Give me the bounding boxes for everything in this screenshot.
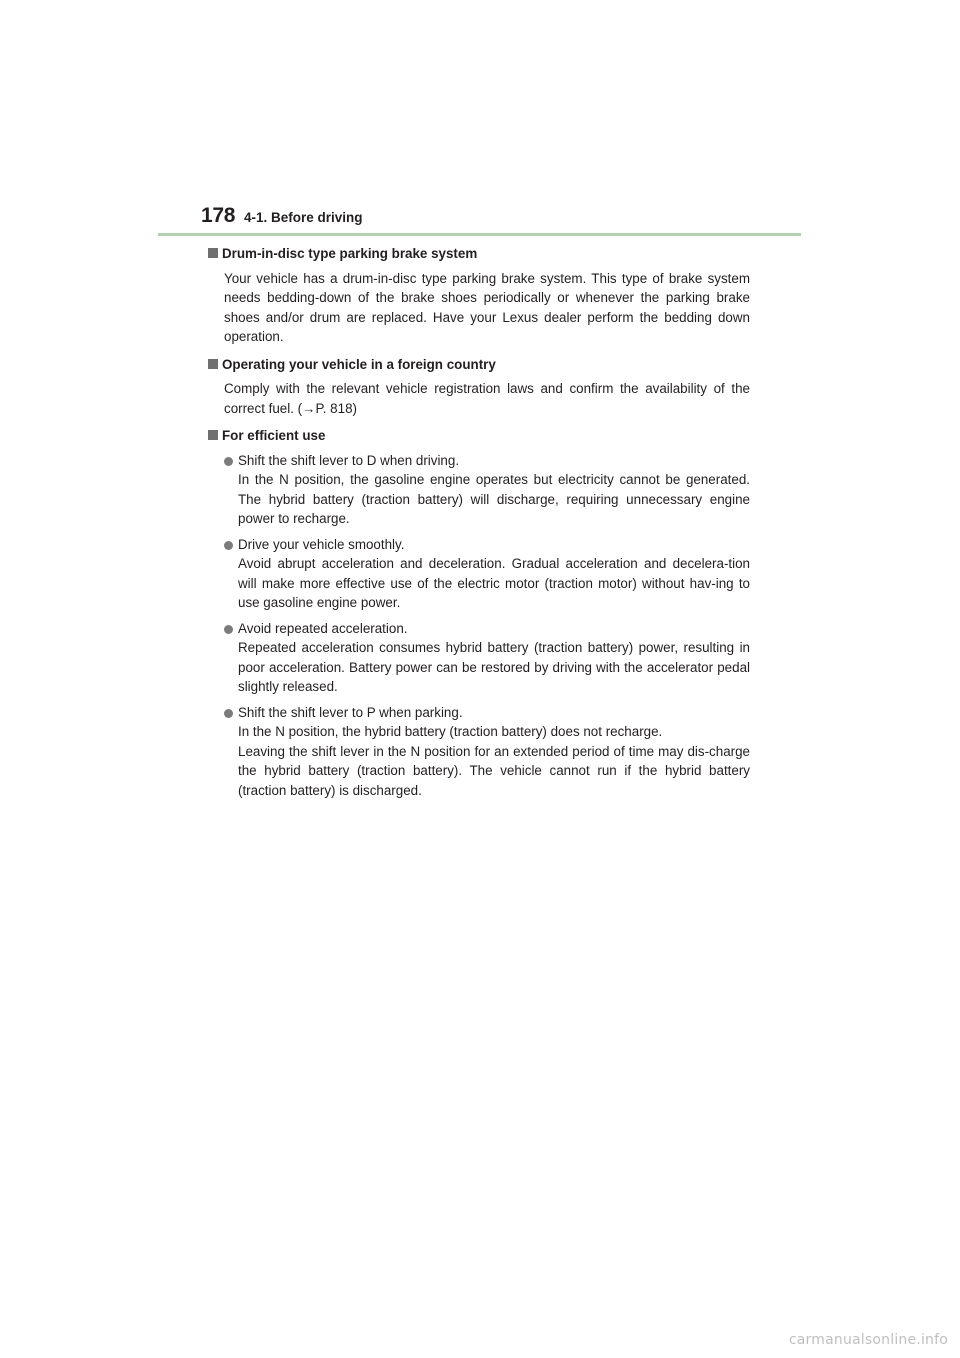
efficient-use-list [208, 451, 750, 801]
section-heading-text: For efficient use [222, 428, 326, 443]
section-heading [208, 426, 750, 446]
list-item-text: Repeated acceleration consumes hybrid battery (traction battery) power, resulting in poor acceleration. Battery power can be restored by driving with the accelerator pedal slightly released. [238, 640, 750, 694]
page-header [201, 203, 801, 233]
list-item [224, 619, 750, 697]
circle-bullet-icon [224, 457, 233, 466]
list-item-text: In the N position, the gasoline engine operates but electricity cannot be generated. The hybrid battery (traction battery) will discharge, requiring unnecessary engine power to recharge. [238, 472, 750, 526]
list-item-title: Drive your vehicle smoothly. [238, 536, 405, 552]
section-heading-text: Operating your vehicle in a foreign country [222, 356, 496, 372]
list-item-body [238, 535, 750, 613]
section-foreign-country [208, 355, 750, 419]
list-item-body [238, 451, 750, 529]
section-heading [208, 244, 750, 264]
circle-bullet-icon [224, 709, 233, 718]
list-item-text: Leaving the shift lever in the N position for an extended period of time may dis-charge the hybrid battery (traction battery). The vehicle cannot run if the hybrid battery (traction battery) is discharged. [238, 743, 750, 798]
page-content [208, 244, 750, 800]
section-drum-in-disc [208, 244, 750, 347]
list-item-text: In the N position, the hybrid battery (traction battery) does not recharge. [238, 724, 663, 739]
list-item-body [238, 619, 750, 697]
list-item-title: Avoid repeated acceleration. [238, 620, 408, 636]
watermark-text: carmanualsonline.info [788, 1332, 948, 1348]
square-bullet-icon [208, 248, 218, 258]
list-item [224, 535, 750, 613]
list-item-title: Shift the shift lever to P when parking. [238, 704, 463, 720]
list-item-text: Avoid abrupt acceleration and deceleration. Gradual acceleration and decelera-tion will make more effective use of the electric motor (traction motor) without hav-ing to use gasoline engine power. [238, 556, 750, 610]
section-efficient-use [208, 426, 750, 800]
list-item-body [238, 703, 750, 801]
section-heading-text: Drum-in-disc type parking brake system [222, 246, 478, 261]
section-title: 4-1. Before driving [244, 210, 363, 225]
section-paragraph: Your vehicle has a drum-in-disc type parking brake system. This type of brake system needs bedding-down of the brake shoes periodically or whenever the parking brake shoes and/or drum are replaced. Have your Lexus dealer perform the bedding down operation. [224, 270, 750, 344]
list-item [224, 703, 750, 801]
list-item-title: Shift the shift lever to D when driving. [238, 452, 460, 468]
square-bullet-icon [208, 359, 218, 369]
section-heading [208, 355, 750, 375]
circle-bullet-icon [224, 625, 233, 634]
list-item [224, 451, 750, 529]
square-bullet-icon [208, 430, 218, 440]
page-number: 178 [201, 204, 236, 227]
header-rule [158, 233, 801, 236]
section-paragraph: Comply with the relevant vehicle registration laws and confirm the availability of the correct fuel. (→P. 818) [224, 381, 750, 416]
circle-bullet-icon [224, 541, 233, 550]
